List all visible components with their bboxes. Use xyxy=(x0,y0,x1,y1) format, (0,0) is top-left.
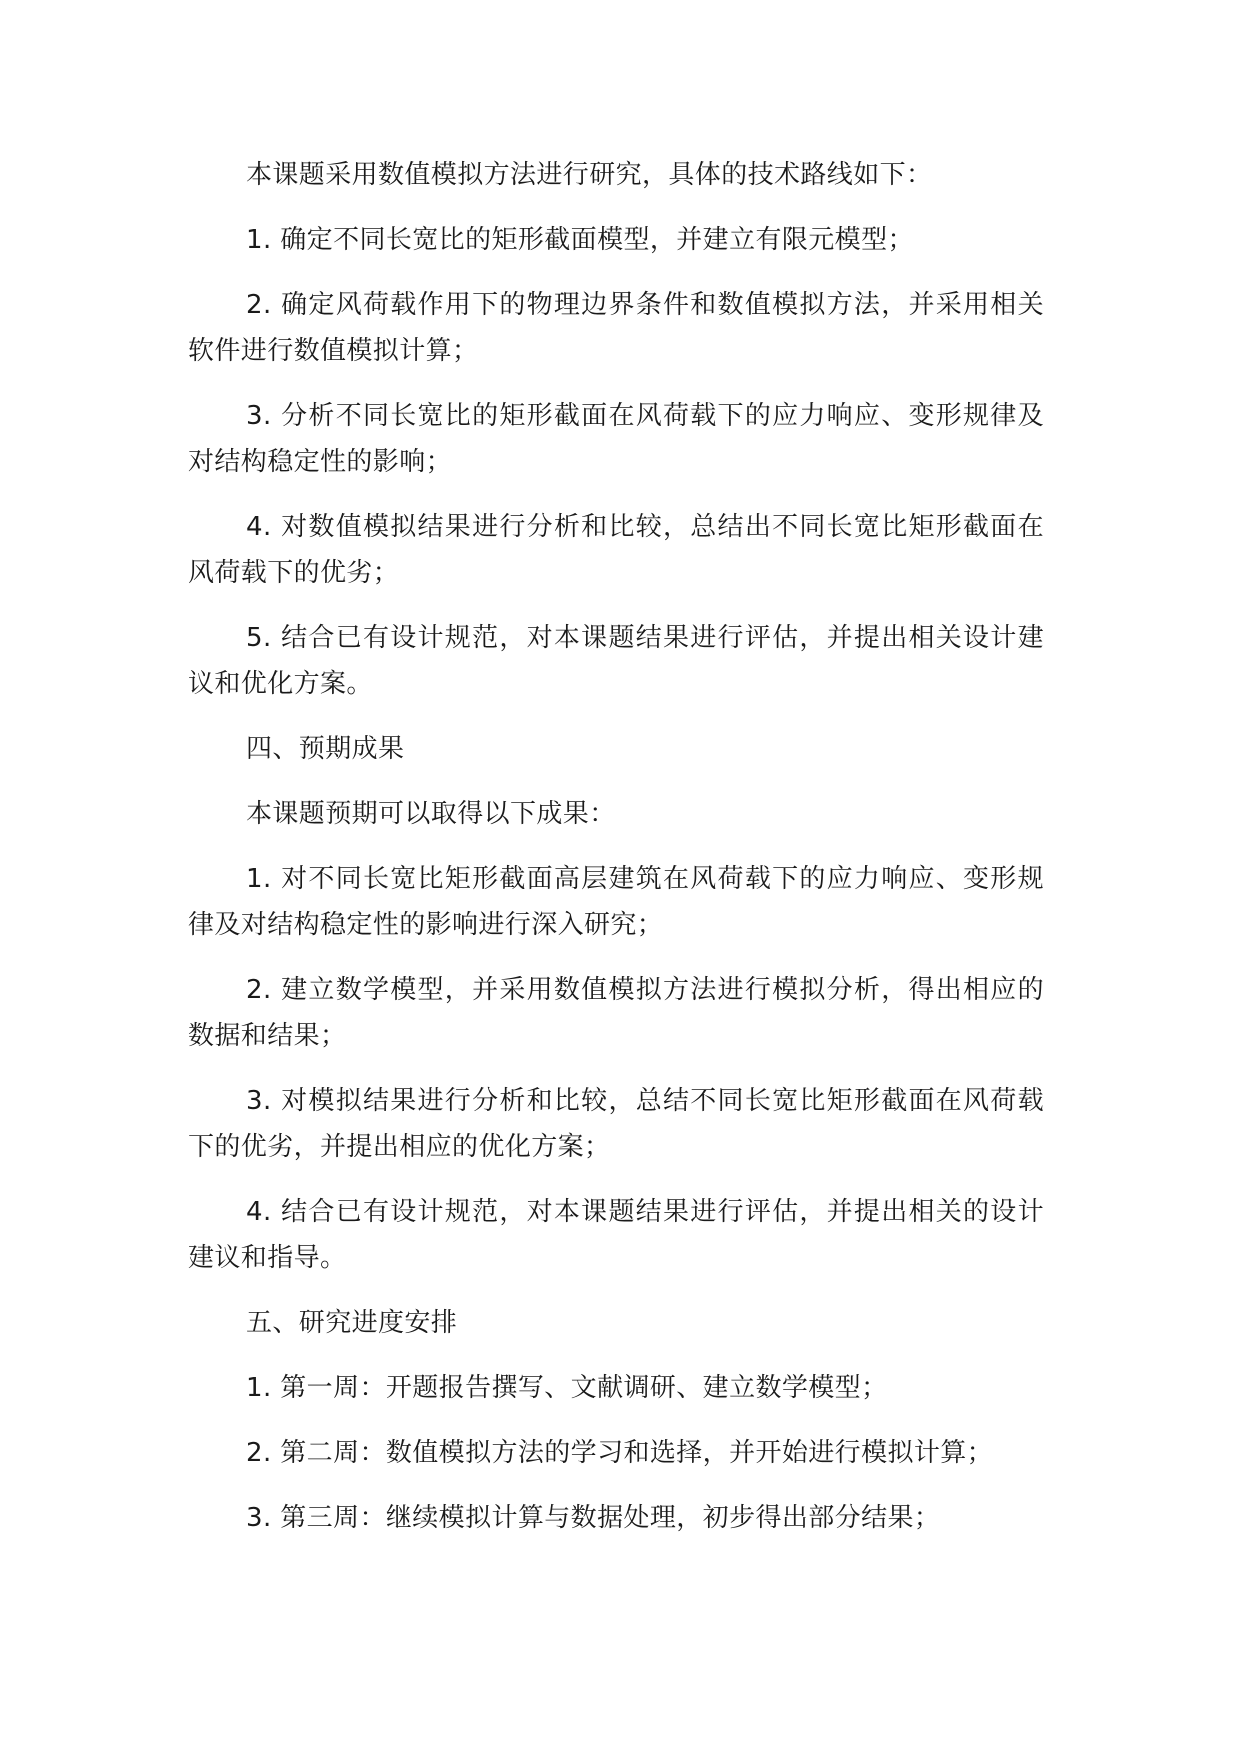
paragraph-route-5: 5. 结合已有设计规范，对本课题结果进行评估，并提出相关设计建议和优化方案。 xyxy=(188,623,1044,699)
paragraph-schedule-week-1: 1. 第一周：开题报告撰写、文献调研、建立数学模型； xyxy=(246,1373,888,1403)
paragraph-intro: 本课题采用数值模拟方法进行研究，具体的技术路线如下： xyxy=(246,160,933,190)
section-heading-schedule: 五、研究进度安排 xyxy=(246,1308,458,1338)
document-body xyxy=(188,152,1044,1560)
paragraph-schedule-week-3: 3. 第三周：继续模拟计算与数据处理，初步得出部分结果； xyxy=(246,1503,941,1533)
paragraph-result-3: 3. 对模拟结果进行分析和比较，总结不同长宽比矩形截面在风荷载下的优劣，并提出相应的优化方案； xyxy=(188,1086,1044,1162)
paragraph-schedule-week-2: 2. 第二周：数值模拟方法的学习和选择，并开始进行模拟计算； xyxy=(246,1438,994,1468)
paragraph-result-4: 4. 结合已有设计规范，对本课题结果进行评估，并提出相关的设计建议和指导。 xyxy=(188,1197,1044,1273)
paragraph-result-2: 2. 建立数学模型，并采用数值模拟方法进行模拟分析，得出相应的数据和结果； xyxy=(188,975,1044,1051)
paragraph-route-3: 3. 分析不同长宽比的矩形截面在风荷载下的应力响应、变形规律及对结构稳定性的影响； xyxy=(188,401,1044,477)
paragraph-result-1: 1. 对不同长宽比矩形截面高层建筑在风荷载下的应力响应、变形规律及对结构稳定性的影响进行深入研究； xyxy=(188,864,1044,940)
paragraph-route-4: 4. 对数值模拟结果进行分析和比较，总结出不同长宽比矩形截面在风荷载下的优劣； xyxy=(188,512,1044,588)
paragraph-results-intro: 本课题预期可以取得以下成果： xyxy=(246,799,616,829)
paragraph-route-2: 2. 确定风荷载作用下的物理边界条件和数值模拟方法，并采用相关软件进行数值模拟计算； xyxy=(188,290,1044,366)
section-heading-expected-results: 四、预期成果 xyxy=(246,734,405,764)
paragraph-route-1: 1. 确定不同长宽比的矩形截面模型，并建立有限元模型； xyxy=(246,225,914,255)
